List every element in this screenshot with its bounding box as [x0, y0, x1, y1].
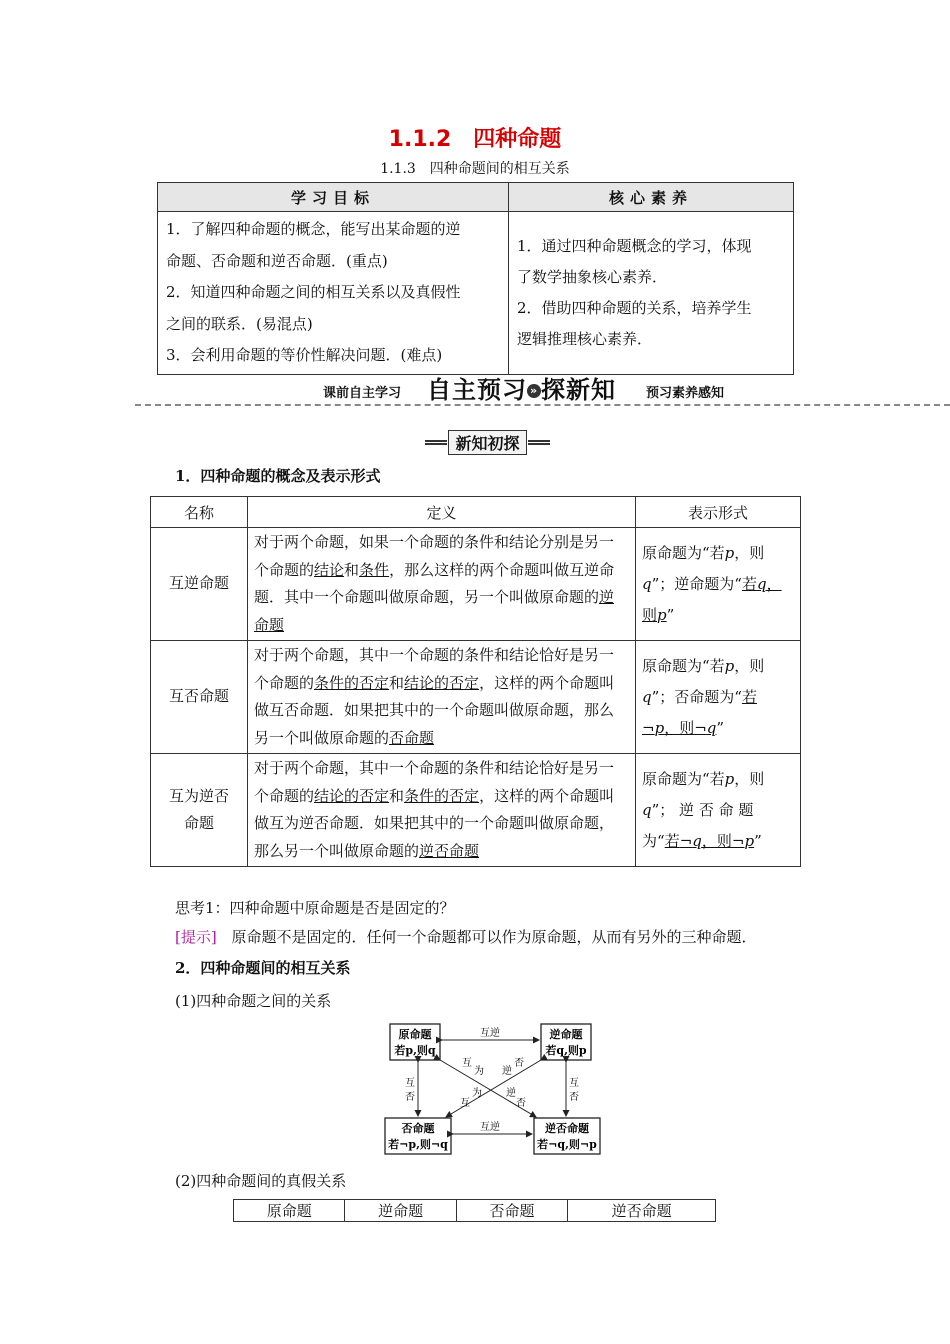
section-banner — [135, 370, 950, 410]
row-name-line: 命题 — [183, 814, 214, 832]
form-text: ” — [754, 831, 762, 850]
form-text: 原命题为“若 — [642, 543, 725, 562]
col-header-name: 名称 — [151, 497, 248, 528]
col-header-form: 表示形式 — [636, 497, 801, 528]
goals-table — [157, 182, 794, 375]
row-form — [636, 641, 801, 754]
row-form — [636, 528, 801, 641]
form-text: 原命题为“若 — [642, 656, 725, 675]
divider — [135, 404, 950, 406]
diag-label: 为 — [472, 1088, 482, 1099]
edge-top-label: 互逆 — [480, 1028, 500, 1039]
form-key: ，则 — [664, 718, 695, 737]
node-contrapositive-title: 逆否命题 — [545, 1122, 589, 1135]
row-name: 互否命题 — [151, 641, 248, 754]
def-key: 逆命题 — [254, 588, 615, 634]
node-converse-title: 逆命题 — [549, 1028, 583, 1041]
edge-left-label2: 否 — [405, 1092, 415, 1103]
def-text: 对于两个命题，如果一个命题的条件和结论分别是 — [254, 533, 585, 551]
form-key: 若 — [664, 831, 680, 850]
form-text: ，则 — [734, 543, 765, 562]
section-tag — [425, 430, 550, 452]
hint-label: [提示] — [175, 928, 217, 946]
table-row — [151, 754, 801, 867]
def-text: ，这样的两 — [479, 786, 555, 805]
node-inverse-title: 否命题 — [401, 1122, 435, 1135]
def-key: 结论的否定 — [404, 673, 480, 692]
propositions-table — [150, 496, 801, 867]
def-text: 做原命题的 — [524, 588, 600, 606]
literacy-line: 2．借助四种命题的关系，培养学生 — [517, 298, 752, 317]
not-symbol: ¬ — [679, 831, 693, 850]
form-text: “ — [657, 831, 665, 850]
form-text: ” — [666, 605, 675, 624]
form-key: ，则 — [642, 574, 782, 624]
form-key: 若 — [741, 687, 757, 706]
hint — [175, 926, 757, 947]
def-key: 逆否命题 — [419, 841, 480, 860]
form-var: p — [744, 831, 755, 850]
truth-header: 逆命题 — [345, 1200, 456, 1222]
form-text: 原命题为“若 — [642, 769, 725, 788]
banner-main1: 自主预习 — [427, 376, 527, 404]
def-text: 另一个命题的 — [254, 533, 615, 579]
def-text: ，这样的两 — [479, 673, 555, 692]
diag-label: 否 — [514, 1058, 524, 1069]
sub2-title: (2)四种命题间的真假关系 — [175, 1172, 347, 1190]
table-row — [151, 641, 801, 754]
edge-bottom-label: 互逆 — [480, 1122, 500, 1133]
form-var: p — [657, 605, 667, 624]
section1-title: 1．四种命题的概念及表示形式 — [175, 467, 381, 485]
form-var: q — [706, 718, 717, 737]
form-text: ”；逆命题为“ — [651, 574, 742, 593]
form-key: ，则 — [701, 831, 732, 850]
tag-decor-right — [528, 440, 550, 445]
row-name-line: 互为逆否 — [168, 786, 229, 805]
def-text: 另一个命题的 — [254, 646, 615, 692]
goals-header: 学习目标 — [158, 183, 509, 212]
banner-left: 课前自主学习 — [323, 386, 402, 401]
form-var: q — [642, 574, 652, 593]
row-def — [248, 641, 636, 754]
node-original-sub: 若p,则q — [394, 1044, 436, 1057]
def-key: 结论 — [314, 560, 345, 579]
relation-diagram — [380, 1016, 605, 1158]
literacy-cell — [509, 212, 794, 375]
literacy-line: 1．通过四种命题概念的学习，体现 — [517, 236, 752, 255]
def-text: 和 — [344, 560, 360, 579]
form-var: p — [724, 769, 735, 788]
def-text: 和 — [389, 786, 405, 805]
diag-label: 逆 — [506, 1088, 516, 1099]
page-subtitle: 1.1.3 四种命题间的相互关系 — [380, 161, 570, 177]
banner-right: 预习素养感知 — [646, 386, 725, 401]
not-symbol: ¬ — [694, 718, 707, 737]
not-symbol: ¬ — [731, 831, 745, 850]
goal-line: 1．了解四种命题的概念，能写出某命题的逆 — [166, 220, 461, 238]
def-key: 结论的否定 — [314, 786, 390, 805]
node-original-title: 原命题 — [398, 1028, 432, 1041]
form-var: p — [724, 656, 735, 675]
sub1-title: (1)四种命题之间的关系 — [175, 992, 332, 1010]
page-title: 1.1.2 四种命题 — [388, 127, 562, 152]
def-text: 和 — [389, 673, 405, 692]
form-text: ，则 — [734, 656, 765, 675]
def-key: 条件的否定 — [314, 673, 390, 692]
row-name — [151, 754, 248, 867]
literacy-header: 核心素养 — [509, 183, 794, 212]
def-text: 对于两个命题，其中一个命题的条件和结论恰好是 — [254, 759, 585, 777]
arrow-icon: » — [527, 384, 541, 398]
def-key: 条件 — [359, 560, 390, 579]
truth-header: 逆否命题 — [568, 1200, 716, 1222]
row-name: 互逆命题 — [151, 528, 248, 641]
def-text: 个命题叫做互否命题．如果把其中的一个命题叫做 — [254, 673, 615, 719]
banner-main2: 探新知 — [541, 376, 616, 404]
diag-label: 逆 — [502, 1066, 512, 1077]
section2-title: 2．四种命题间的相互关系 — [175, 959, 351, 977]
goal-line: 3．会利用命题的等价性解决问题．(难点) — [166, 346, 443, 364]
goal-line: 命题、否命题和逆否命题．(重点) — [166, 251, 388, 270]
row-form — [636, 754, 801, 867]
form-var: q — [642, 687, 652, 706]
def-text: 个命题叫做互为逆否命题．如果把其中的一个命题 — [254, 786, 615, 832]
not-symbol: ¬ — [642, 718, 655, 737]
form-var: p — [724, 543, 735, 562]
form-text: ”； 逆 否 命 题 为 — [642, 800, 754, 850]
literacy-line: 逻辑推理核心素养． — [517, 329, 653, 348]
think-question: 思考1：四种命题中原命题是否是固定的？ — [175, 899, 455, 917]
form-text: ，则 — [734, 769, 765, 788]
table-row — [151, 528, 801, 641]
def-text: ，那么这样的两个命题叫 — [389, 560, 555, 579]
def-key: 否命题 — [389, 728, 435, 747]
goal-line: 之间的联系．(易混点) — [166, 314, 313, 333]
truth-header: 否命题 — [456, 1200, 567, 1222]
diag-label: 为 — [474, 1066, 484, 1077]
goal-line: 2．知道四种命题之间的相互关系以及真假性 — [166, 283, 461, 301]
form-text: ”；否命题为“ — [651, 687, 742, 706]
edge-left-label1: 互 — [405, 1078, 415, 1089]
node-contrapositive-sub: 若¬q,则¬p — [537, 1138, 597, 1151]
form-var: p — [654, 718, 665, 737]
edge-right-label1: 互 — [569, 1078, 579, 1089]
diag-label: 否 — [516, 1098, 526, 1109]
node-converse-sub: 若q,则p — [545, 1044, 587, 1057]
banner-main — [427, 370, 616, 405]
tag-decor-left — [425, 440, 447, 445]
def-text: 做互逆命题．其中一个命题叫做原命题，另一个叫 — [254, 560, 615, 606]
def-text: 叫做原命题，那么另一个叫做原命题的 — [254, 814, 615, 860]
def-text: 另一个命题的 — [254, 759, 615, 805]
diag-label: 互 — [460, 1098, 470, 1109]
row-def — [248, 528, 636, 641]
section-tag-label: 新知初探 — [448, 430, 526, 455]
row-def — [248, 754, 636, 867]
truth-header: 原命题 — [234, 1200, 345, 1222]
col-header-def: 定义 — [248, 497, 636, 528]
form-var: q — [692, 831, 702, 850]
form-key: 若 — [741, 574, 757, 593]
literacy-line: 了数学抽象核心素养． — [517, 267, 668, 286]
def-text: 对于两个命题，其中一个命题的条件和结论恰好是 — [254, 646, 585, 664]
form-var: q — [756, 574, 767, 593]
edge-right-label2: 否 — [569, 1092, 579, 1103]
node-inverse-sub: 若¬p,则¬q — [388, 1138, 448, 1151]
def-text: 原命题，那么另一个叫做原命题的 — [254, 701, 615, 747]
form-var: q — [642, 800, 652, 819]
form-text: ” — [716, 718, 725, 737]
def-key: 条件的否定 — [404, 786, 480, 805]
hint-text: 原命题不是固定的．任何一个命题都可以作为原命题，从而有另外的三种命题． — [231, 928, 757, 946]
diag-label: 互 — [462, 1058, 472, 1069]
goals-cell — [158, 212, 509, 375]
truth-table — [233, 1199, 716, 1222]
